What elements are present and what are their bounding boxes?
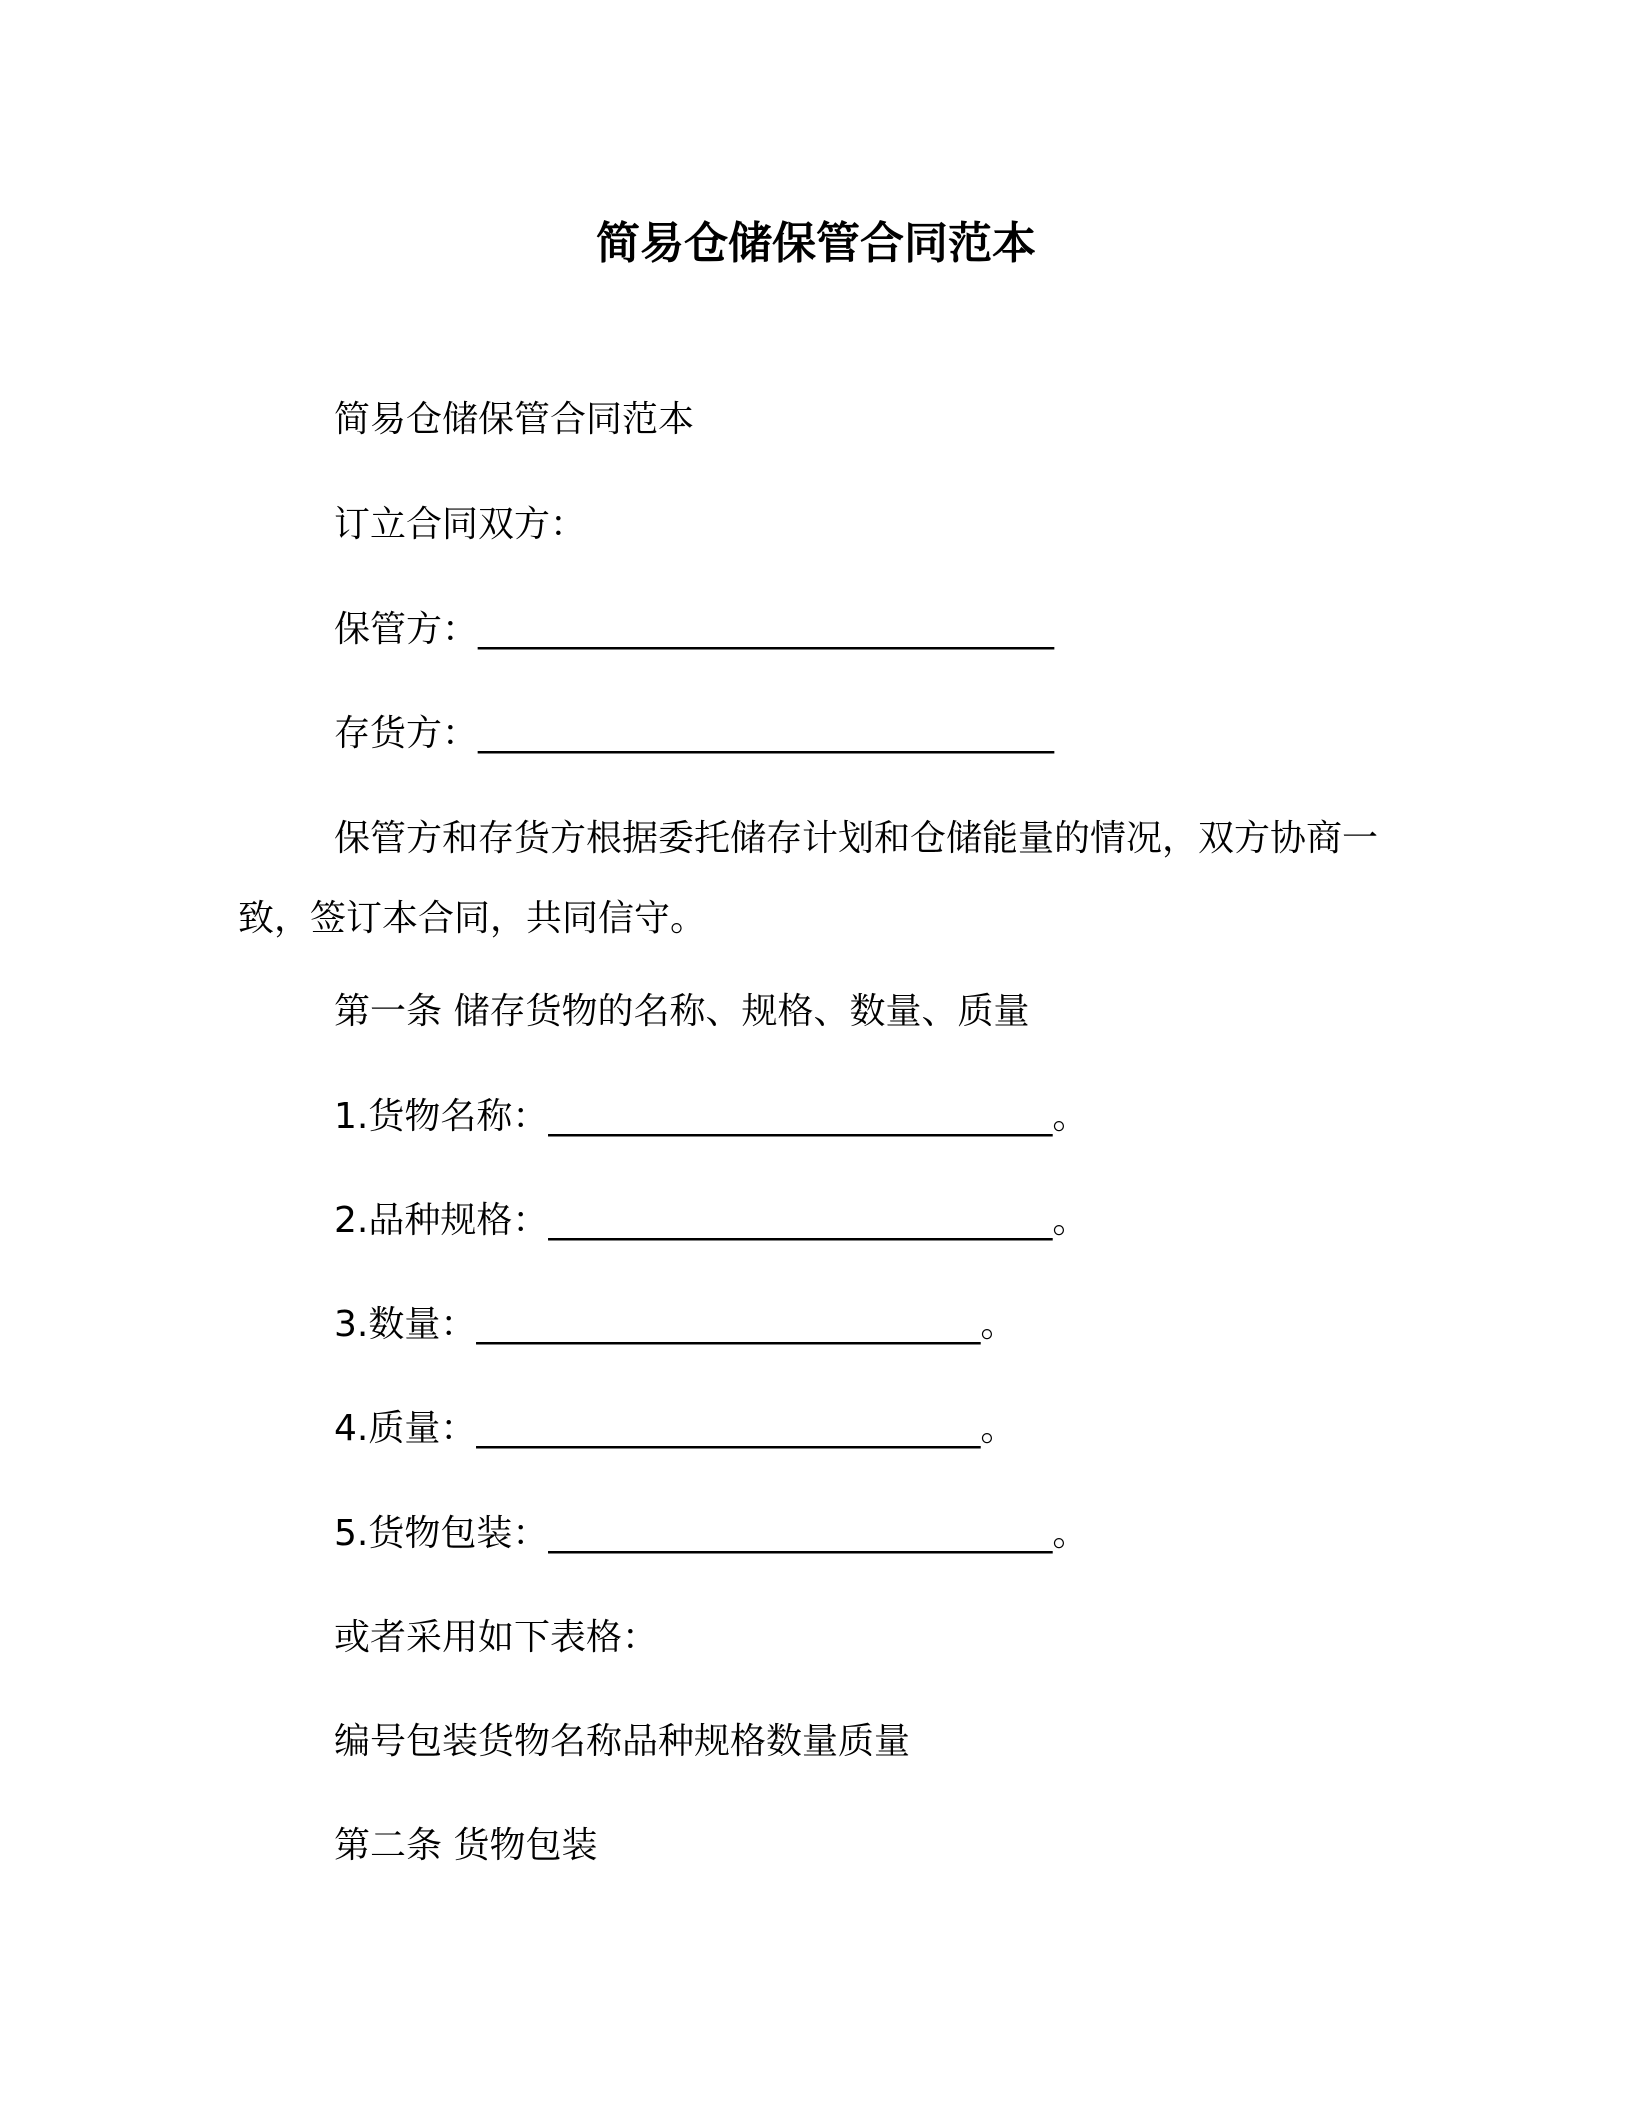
paragraph-parties: 订立合同双方： (334, 504, 587, 545)
paragraph-custodian: 保管方：________________________________ (334, 609, 1055, 650)
paragraph-table-intro: 或者采用如下表格： (334, 1617, 659, 1658)
paragraph-agreement: 保管方和存货方根据委托储存计划和仓储能量的情况，双方协商一致，签订本合同，共同信守。 (238, 818, 1379, 939)
paragraph-packaging: 5.货物包装：____________________________。 (334, 1513, 1089, 1554)
paragraph-goods-name: 1.货物名称：____________________________。 (334, 1096, 1089, 1137)
paragraph-subtitle: 简易仓储保管合同范本 (334, 399, 695, 440)
paragraph-depositor: 存货方：________________________________ (334, 713, 1055, 754)
paragraph-quality: 4.质量：____________________________。 (334, 1408, 1017, 1449)
paragraph-article-2: 第二条 货物包装 (334, 1825, 598, 1866)
paragraph-article-1: 第一条 储存货物的名称、规格、数量、质量 (334, 991, 1030, 1032)
document-title: 简易仓储保管合同范本 (596, 218, 1036, 269)
paragraph-spec: 2.品种规格：____________________________。 (334, 1200, 1089, 1241)
paragraph-quantity: 3.数量：____________________________。 (334, 1304, 1017, 1345)
paragraph-table-header: 编号包装货物名称品种规格数量质量 (334, 1721, 911, 1762)
